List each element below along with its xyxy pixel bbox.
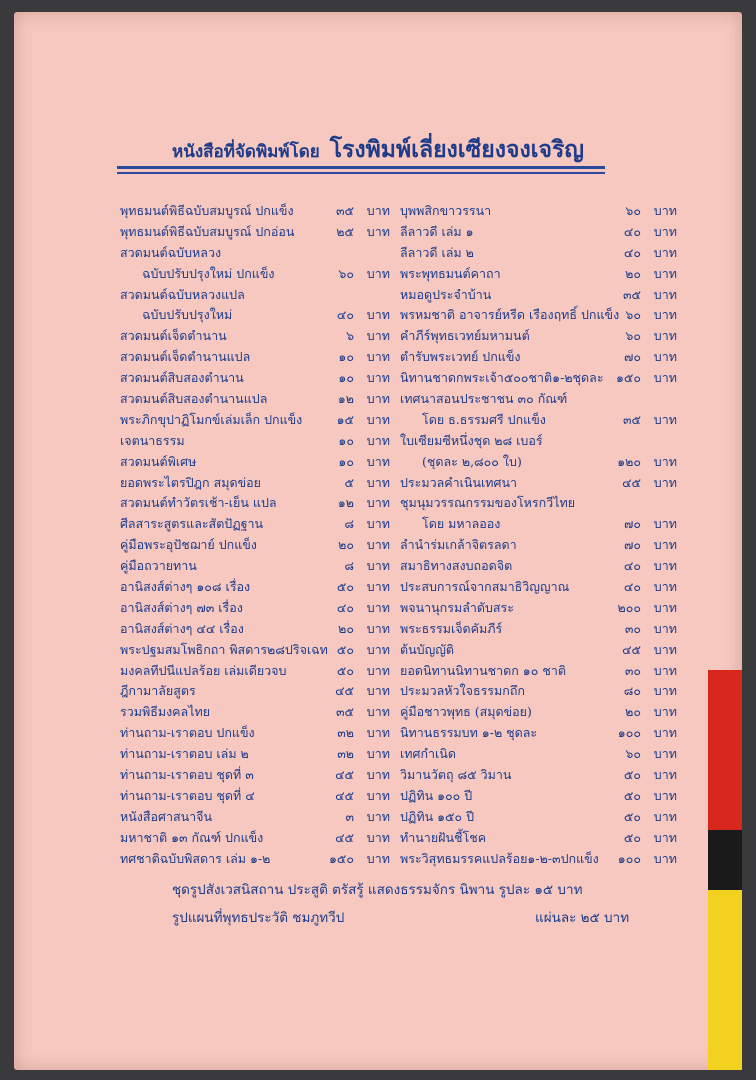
book-list-item <box>400 598 677 619</box>
book-price: ๔๐ <box>623 579 641 595</box>
book-title: สวดมนต์เจ็ดตำนาน <box>120 328 227 344</box>
book-price: ๗๐ <box>623 516 641 532</box>
heading-prefix: หนังสือที่จัดพิมพ์โดย <box>172 142 320 162</box>
book-title: ฎีกามาลัยสูตร <box>120 683 196 699</box>
price-unit: บาท <box>653 223 677 239</box>
price-unit: บาท <box>653 579 677 595</box>
book-list-item <box>120 473 390 494</box>
price-unit: บาท <box>653 307 677 323</box>
book-title: ลำนำร่มเกล้าจิตรลดา <box>400 537 517 553</box>
spine-color-band <box>708 670 742 1070</box>
book-list-item <box>400 723 677 744</box>
book-list-item <box>400 452 677 473</box>
price-unit: บาท <box>653 746 677 762</box>
book-price: ๓๕ <box>622 286 641 302</box>
book-title: ท่านถาม-เราตอบ ปกแข็ง <box>120 725 255 741</box>
book-list-item <box>400 410 677 431</box>
book-list-right <box>400 201 677 870</box>
book-list-item <box>120 264 390 285</box>
book-price: ๓๒ <box>337 725 354 741</box>
price-unit: บาท <box>366 558 390 574</box>
book-price: ๔๐ <box>623 558 641 574</box>
book-price: ๑๕๐ <box>615 370 641 386</box>
book-price: ๔๐ <box>623 244 641 260</box>
book-title: โดย ธ.ธรรมศรี ปกแข็ง <box>422 411 546 427</box>
book-price: ๔๕ <box>335 829 354 845</box>
price-unit: บาท <box>653 767 677 783</box>
book-list-item <box>400 431 677 452</box>
book-title: อานิสงส์ต่างๆ ๗๓ เรื่อง <box>120 599 243 615</box>
book-title: สวดมนต์พิเศษ <box>120 453 197 469</box>
price-unit: บาท <box>653 349 677 365</box>
book-title: ปฏิทิน ๑๐๐ ปี <box>400 787 473 803</box>
price-unit: บาท <box>366 432 390 448</box>
book-price: ๒๐ <box>625 265 641 281</box>
price-unit: บาท <box>366 223 390 239</box>
book-price: ๑๒ <box>337 391 354 407</box>
price-unit: บาท <box>366 808 390 824</box>
book-title: ทศชาติฉบับพิสดาร เล่ม ๑-๒ <box>120 850 271 866</box>
book-price: ๘ <box>344 558 354 574</box>
book-list-item <box>400 201 677 222</box>
book-price: ๓๕ <box>335 203 354 218</box>
book-price: ๔๕ <box>622 474 641 490</box>
book-list-item <box>400 222 677 243</box>
book-list-item <box>400 326 677 347</box>
book-title: พุทธมนต์พิธีฉบับสมบูรณ์ ปกอ่อน <box>120 223 295 239</box>
price-unit: บาท <box>653 662 677 678</box>
book-list-item <box>120 744 390 765</box>
price-unit: บาท <box>653 829 677 845</box>
book-list-item <box>120 807 390 828</box>
price-unit: บาท <box>366 495 390 511</box>
book-list-item <box>400 619 677 640</box>
price-unit: บาท <box>653 725 677 741</box>
footer-picture-set: ชุดรูปสังเวสนิสถาน ประสูติ ตรัสรู้ แสดงธรรมจักร นิพาน รูปละ ๑๕ บาท <box>172 882 583 898</box>
book-list-item <box>400 514 677 535</box>
price-unit: บาท <box>366 474 390 490</box>
spine-yellow-stripe <box>708 890 742 1070</box>
book-list-item <box>400 661 677 682</box>
book-title: อานิสงส์ต่างๆ ๔๔ เรื่อง <box>120 620 244 636</box>
book-list-item <box>120 431 390 452</box>
book-price: ๕๐ <box>336 641 354 657</box>
book-price: ๓๒ <box>337 746 354 762</box>
book-list-item <box>120 410 390 431</box>
book-price: ๑๕๐ <box>328 850 354 866</box>
book-list-item <box>400 264 677 285</box>
book-title: นิทานธรรมบท ๑-๒ ชุดละ <box>400 725 538 741</box>
price-unit: บาท <box>366 662 390 678</box>
book-title: มหาชาติ ๑๓ กัณฑ์ ปกแข็ง <box>120 829 264 845</box>
price-unit: บาท <box>653 328 677 344</box>
book-list-item <box>120 849 390 870</box>
book-list-item <box>120 493 390 514</box>
book-list-item <box>400 786 677 807</box>
book-title: พรหมชาติ อาจารย์หรีด เรืองฤทธิ์ ปกแข็ง <box>400 307 620 323</box>
book-title: โดย มหาลออง <box>422 516 501 532</box>
book-price: ๕ <box>344 474 354 490</box>
book-price: ๖๐ <box>625 328 641 344</box>
book-title: วิมานวัตถุ ๘๕ วิมาน <box>400 767 512 783</box>
book-list-item <box>120 514 390 535</box>
book-list-item <box>120 786 390 807</box>
price-unit: บาท <box>366 725 390 741</box>
price-unit: บาท <box>366 370 390 386</box>
price-unit: บาท <box>653 787 677 803</box>
book-price: ๒๐ <box>338 537 354 553</box>
book-price: ๖๐ <box>625 746 641 762</box>
book-list-item <box>400 849 677 870</box>
price-unit: บาท <box>653 599 677 615</box>
book-title: เทศกำเนิด <box>400 746 456 762</box>
book-title: พระภิกขุปาฏิโมกข์เล่มเล็ก ปกแข็ง <box>120 411 303 427</box>
price-unit: บาท <box>653 474 677 490</box>
book-title: ปฏิทิน ๑๕๐ ปี <box>400 808 475 824</box>
book-list-item <box>120 556 390 577</box>
book-list-item <box>400 347 677 368</box>
book-list-item <box>400 493 677 514</box>
book-list-item <box>400 368 677 389</box>
price-unit: บาท <box>653 641 677 657</box>
book-title: สวดมนต์ฉบับหลวงแปล <box>120 286 245 302</box>
book-title: ยอดพระไตรปิฎก สมุดข่อย <box>120 474 261 490</box>
book-price: ๒๐๐ <box>617 599 641 615</box>
book-title: ลีลาวดี เล่ม ๑ <box>400 223 474 239</box>
book-list-item <box>120 389 390 410</box>
price-unit: บาท <box>653 620 677 636</box>
book-title: ยอดนิทานนิทานชาดก ๑๐ ชาติ <box>400 662 566 678</box>
book-price: ๔๕ <box>335 787 354 803</box>
book-list-item <box>120 535 390 556</box>
price-unit: บาท <box>366 746 390 762</box>
book-title: สวดมนต์เจ็ดตำนานแปล <box>120 349 251 365</box>
book-price: ๒๕ <box>336 223 354 239</box>
price-unit: บาท <box>653 453 677 469</box>
book-price: ๑๐ <box>338 453 354 469</box>
book-title: มงคลทีปนีแปลร้อย เล่มเดียวจบ <box>120 662 287 678</box>
book-list-item <box>120 828 390 849</box>
book-list-item <box>400 389 677 410</box>
book-list-item <box>400 765 677 786</box>
book-title: ฉบับปรับปรุงใหม่ ปกแข็ง <box>142 265 275 281</box>
book-list-item <box>120 598 390 619</box>
book-list-item <box>120 201 390 222</box>
book-list-item <box>120 285 390 306</box>
price-unit: บาท <box>366 411 390 427</box>
price-unit: บาท <box>653 411 677 427</box>
price-unit: บาท <box>366 391 390 407</box>
book-title: คำภีร์พุทธเวทย์มหามนต์ <box>400 328 530 344</box>
book-title: ประสบการณ์จากสมาธิวิญญาณ <box>400 579 570 595</box>
book-title: ท่านถาม-เราตอบ เล่ม ๒ <box>120 746 249 762</box>
book-list-item <box>400 681 677 702</box>
book-title: ลีลาวดี เล่ม ๒ <box>400 244 474 260</box>
book-list-item <box>120 681 390 702</box>
book-list-item <box>400 640 677 661</box>
book-title: ใบเซียมซีหนึ่งชุด ๒๘ เบอร์ <box>400 432 543 448</box>
book-title: สวดมนต์ทำวัตรเช้า-เย็น แปล <box>120 495 277 511</box>
book-price: ๑๐ <box>338 349 354 365</box>
price-unit: บาท <box>653 244 677 260</box>
book-list-item <box>120 222 390 243</box>
book-price: ๖๐ <box>338 265 354 281</box>
price-unit: บาท <box>653 558 677 574</box>
book-title: เทศนาสอนประชาชน ๓๐ กัณฑ์ <box>400 391 568 407</box>
price-unit: บาท <box>366 850 390 866</box>
book-price: ๓ <box>345 808 354 824</box>
book-title: ตำรับพระเวทย์ ปกแข็ง <box>400 349 521 365</box>
price-unit: บาท <box>366 349 390 365</box>
book-title: สวดมนต์ฉบับหลวง <box>120 244 222 260</box>
price-unit: บาท <box>653 850 677 866</box>
price-unit: บาท <box>366 579 390 595</box>
book-price: ๓๐ <box>624 662 641 678</box>
book-list-item <box>400 535 677 556</box>
book-list-item <box>120 326 390 347</box>
book-title: พุทธมนต์พิธีฉบับสมบูรณ์ ปกแข็ง <box>120 203 294 218</box>
footer-map-title: รูปแผนที่พุทธประวัติ ชมภูทวีป <box>172 910 345 926</box>
book-list-item <box>120 347 390 368</box>
book-title: หนังสือศาสนาจีน <box>120 808 213 824</box>
price-unit: บาท <box>653 683 677 699</box>
book-list-left <box>120 201 390 870</box>
price-unit: บาท <box>653 808 677 824</box>
book-price: ๕๐ <box>623 829 641 845</box>
book-price: ๑๒๐ <box>617 453 641 469</box>
book-title: คู่มือพระอุปัชฌาย์ ปกแข็ง <box>120 537 257 553</box>
book-price: ๑๐๐ <box>617 725 641 741</box>
publisher-name: โรงพิมพ์เลี่ยงเซียงจงเจริญ <box>329 136 584 163</box>
book-price: ๕๐ <box>623 808 641 824</box>
book-price: ๓๐ <box>624 620 641 636</box>
spine-red-stripe <box>708 670 742 830</box>
book-price: ๗๐ <box>623 349 641 365</box>
price-unit: บาท <box>653 265 677 281</box>
book-list-item <box>120 723 390 744</box>
book-title: เจตนาธรรม <box>120 432 185 448</box>
book-price: ๗๐ <box>623 537 641 553</box>
price-unit: บาท <box>366 620 390 636</box>
book-list-item <box>400 473 677 494</box>
book-title: (ชุดละ ๒,๘๐๐ ใบ) <box>422 453 522 469</box>
price-unit: บาท <box>653 370 677 386</box>
book-price: ๔๕ <box>622 641 641 657</box>
book-title: นิทานชาดกพระเจ้า๕๐๐ชาติ๑-๒ชุดละ <box>400 370 604 386</box>
price-unit: บาท <box>653 516 677 532</box>
price-unit: บาท <box>653 537 677 553</box>
book-price: ๘๐ <box>623 683 641 699</box>
book-list-item <box>400 744 677 765</box>
book-title: ศีลสาระสูตรและสัตปัฏฐาน <box>120 516 264 532</box>
book-title: สวดมนต์สิบสองตำนานแปล <box>120 391 268 407</box>
price-unit: บาท <box>366 704 390 720</box>
price-unit: บาท <box>366 203 390 218</box>
book-price: ๔๐ <box>336 599 354 615</box>
book-price: ๔๐ <box>623 223 641 239</box>
price-unit: บาท <box>366 516 390 532</box>
book-title: ทำนายฝันชี้โชค <box>400 829 487 845</box>
price-unit: บาท <box>366 265 390 281</box>
price-unit: บาท <box>366 599 390 615</box>
book-list-item <box>120 305 390 326</box>
footer-map-price: แผ่นละ ๒๕ บาท <box>535 910 630 926</box>
price-unit: บาท <box>366 453 390 469</box>
book-list-item <box>120 577 390 598</box>
price-unit: บาท <box>366 537 390 553</box>
book-title: ท่านถาม-เราตอบ ชุดที่ ๔ <box>120 787 255 803</box>
book-list-item <box>400 285 677 306</box>
book-title: ชุมนุมวรรณกรรมของโหรกวีไทย <box>400 495 576 511</box>
book-title: พระปฐมสมโพธิกถา พิสดาร๒๘ปริจเฉท <box>120 641 328 657</box>
book-list-item <box>120 702 390 723</box>
book-title: พระธรรมเจ็ดคัมภีร์ <box>400 620 503 636</box>
book-list-item <box>400 807 677 828</box>
price-unit: บาท <box>366 641 390 657</box>
book-list-item <box>120 765 390 786</box>
book-list-item <box>120 640 390 661</box>
book-title: สวดมนต์สิบสองตำนาน <box>120 370 244 386</box>
book-price: ๓๕ <box>622 411 641 427</box>
book-title: พระวิสุทธมรรคแปลร้อย๑-๒-๓ปกแข็ง <box>400 850 599 866</box>
book-price: ๕๐ <box>623 767 641 783</box>
book-list-item <box>400 828 677 849</box>
price-unit: บาท <box>366 787 390 803</box>
book-title: ฉบับปรับปรุงใหม่ <box>142 307 233 323</box>
book-title: อานิสงส์ต่างๆ ๑๐๘ เรื่อง <box>120 579 251 595</box>
book-list-item <box>400 702 677 723</box>
price-unit: บาท <box>366 767 390 783</box>
book-price: ๓๕ <box>335 704 354 720</box>
book-title: ประมวลหัวใจธรรมกถึก <box>400 683 525 699</box>
book-price: ๑๐๐ <box>617 850 641 866</box>
book-list-item <box>120 452 390 473</box>
book-price: ๑๐ <box>338 432 354 448</box>
book-list-item <box>120 368 390 389</box>
book-price: ๔๕ <box>335 767 354 783</box>
heading-rule-bottom <box>117 172 605 174</box>
book-title: รวมพิธีมงคลไทย <box>120 704 211 720</box>
book-price: ๖ <box>346 328 354 344</box>
book-list-item <box>400 577 677 598</box>
price-unit: บาท <box>366 307 390 323</box>
heading-rule-top <box>117 166 605 169</box>
publisher-heading <box>0 132 756 168</box>
book-list-item <box>120 661 390 682</box>
book-title: ประมวลคำเนินเทศนา <box>400 474 518 490</box>
book-price: ๔๕ <box>335 683 354 699</box>
book-price: ๕๐ <box>623 787 641 803</box>
book-price: ๘ <box>344 516 354 532</box>
book-title: บุพพสิกขาวรรนา <box>400 203 492 218</box>
book-title: ท่านถาม-เราตอบ ชุดที่ ๓ <box>120 767 254 783</box>
book-title: หมอดูประจำบ้าน <box>400 286 492 302</box>
price-unit: บาท <box>653 704 677 720</box>
book-price: ๒๐ <box>625 704 641 720</box>
price-unit: บาท <box>366 683 390 699</box>
book-price: ๖๐ <box>625 203 641 218</box>
book-price: ๒๐ <box>338 620 354 636</box>
book-title: พระพุทธมนต์คาถา <box>400 265 501 281</box>
book-title: คู่มือชาวพุทธ (สมุดข่อย) <box>400 704 532 720</box>
book-price: ๑๐ <box>338 370 354 386</box>
price-unit: บาท <box>653 203 677 218</box>
book-list-item <box>120 619 390 640</box>
book-list-item <box>400 305 677 326</box>
book-title: สมาธิทางสงบถอดจิต <box>400 558 513 574</box>
book-price: ๔๐ <box>336 307 354 323</box>
book-price: ๑๕ <box>336 411 354 427</box>
book-price: ๖๐ <box>625 307 641 323</box>
book-list-item <box>120 243 390 264</box>
book-price: ๑๒ <box>337 495 354 511</box>
book-title: พจนานุกรมลำดับสระ <box>400 599 514 615</box>
price-unit: บาท <box>653 286 677 302</box>
price-unit: บาท <box>366 328 390 344</box>
price-unit: บาท <box>366 829 390 845</box>
book-list-item <box>400 556 677 577</box>
book-title: ต้นบัญญัติ <box>400 641 455 657</box>
book-price: ๕๐ <box>336 579 354 595</box>
book-price: ๕๐ <box>336 662 354 678</box>
spine-black-stripe <box>708 830 742 890</box>
book-title: คู่มือถวายทาน <box>120 558 197 574</box>
book-list-item <box>400 243 677 264</box>
